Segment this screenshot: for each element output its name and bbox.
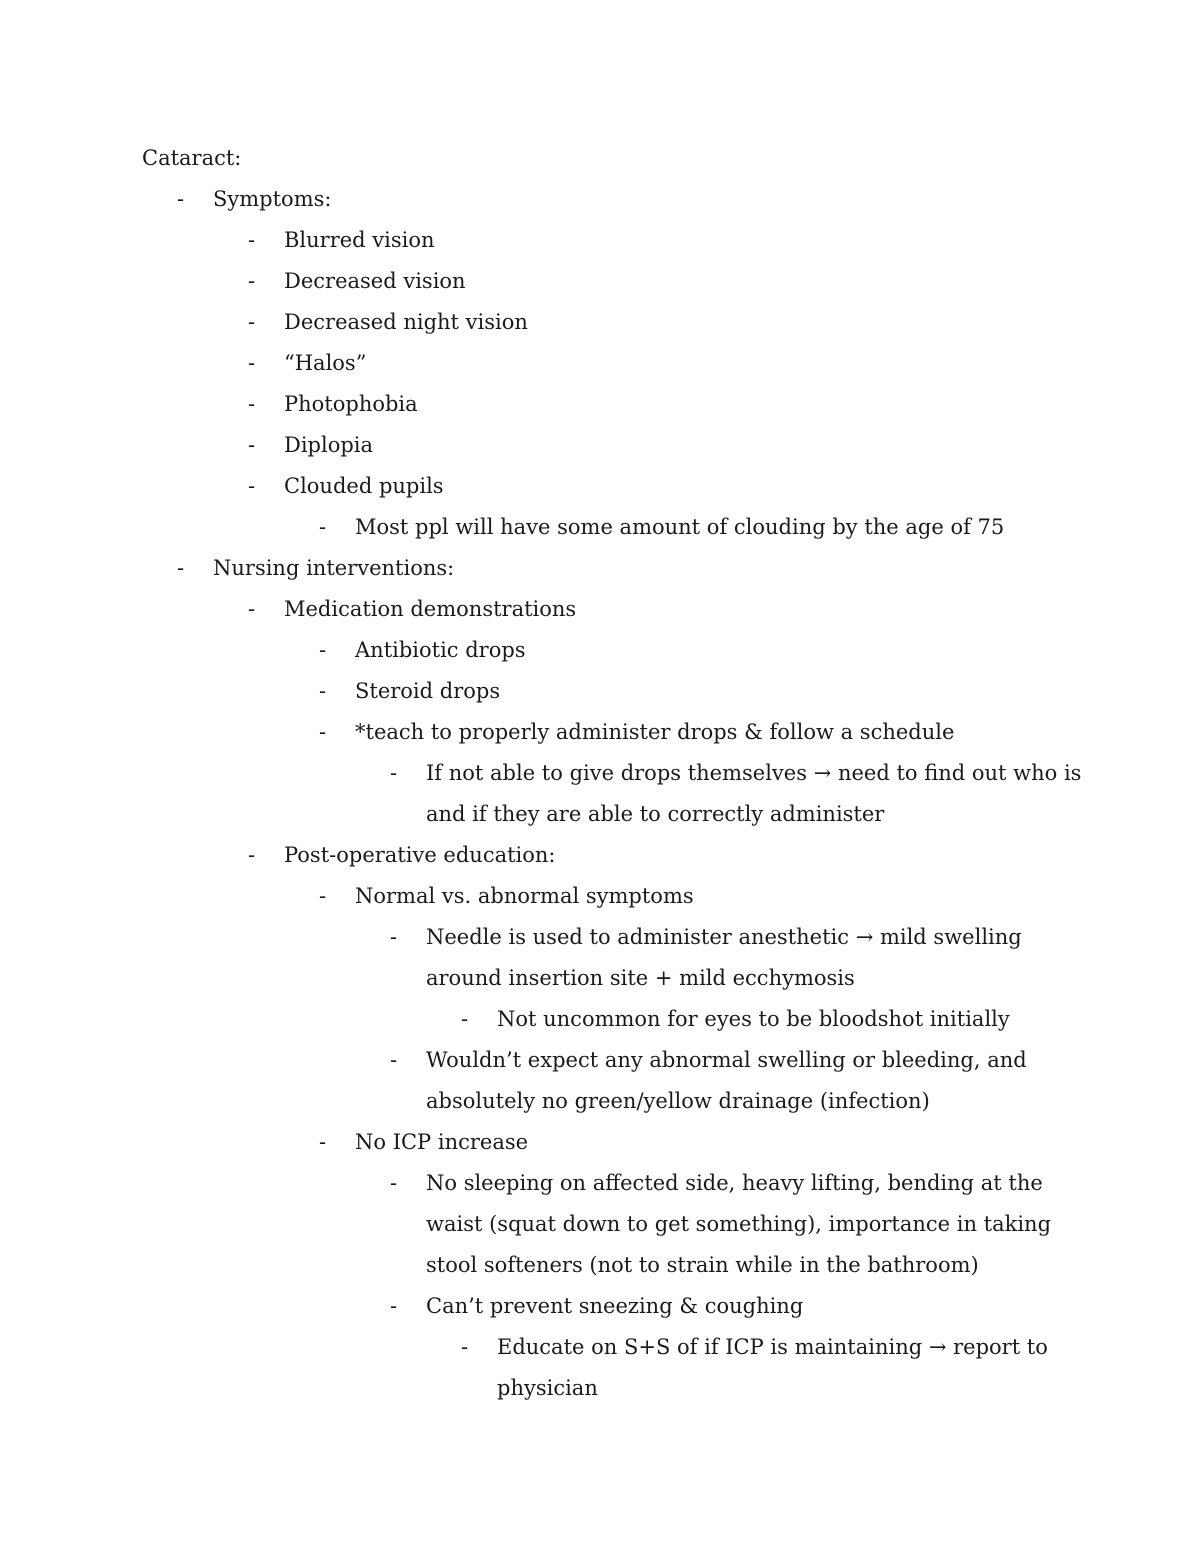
list-bullet-dash: - [177, 187, 185, 211]
list-bullet-dash: - [390, 925, 398, 949]
list-item-text: Symptoms: [213, 187, 332, 211]
list-item-text: Clouded pupils [284, 474, 444, 498]
list-item-text: Most ppl will have some amount of clouding by the age of 75 [355, 515, 1005, 539]
list-item-text: Decreased night vision [284, 310, 528, 334]
list-item-text: Antibiotic drops [355, 638, 526, 662]
list-item-text: No sleeping on affected side, heavy lifting, bending at the [426, 1171, 1043, 1195]
list-item-text: Wouldn’t expect any abnormal swelling or bleeding, and [426, 1048, 1027, 1072]
list-bullet-dash: - [248, 228, 256, 252]
list-bullet-dash: - [319, 1130, 327, 1154]
list-bullet-dash: - [248, 351, 256, 375]
list-bullet-dash: - [319, 884, 327, 908]
list-bullet-dash: - [248, 843, 256, 867]
list-bullet-dash: - [390, 1048, 398, 1072]
list-bullet-dash: - [248, 474, 256, 498]
list-bullet-dash: - [390, 1171, 398, 1195]
list-item-text: Nursing interventions: [213, 556, 455, 580]
document-title: Cataract: [142, 146, 242, 170]
list-item-text: Educate on S+S of if ICP is maintaining → report to [497, 1335, 1048, 1359]
list-bullet-dash: - [248, 310, 256, 334]
list-item-text: Post-operative education: [284, 843, 556, 867]
list-bullet-dash: - [461, 1335, 469, 1359]
list-bullet-dash: - [177, 556, 185, 580]
list-item-text: physician [497, 1376, 598, 1400]
list-bullet-dash: - [319, 638, 327, 662]
list-bullet-dash: - [248, 269, 256, 293]
list-item-text: and if they are able to correctly administer [426, 802, 885, 826]
list-bullet-dash: - [319, 679, 327, 703]
list-bullet-dash: - [248, 392, 256, 416]
list-bullet-dash: - [248, 433, 256, 457]
list-item-text: *teach to properly administer drops & follow a schedule [355, 720, 955, 744]
list-item-text: Medication demonstrations [284, 597, 577, 621]
list-item-text: around insertion site + mild ecchymosis [426, 966, 855, 990]
list-bullet-dash: - [390, 761, 398, 785]
list-item-text: Can’t prevent sneezing & coughing [426, 1294, 804, 1318]
list-item-text: No ICP increase [355, 1130, 529, 1154]
list-item-text: Decreased vision [284, 269, 466, 293]
list-bullet-dash: - [461, 1007, 469, 1031]
list-item-text: absolutely no green/yellow drainage (infection) [426, 1089, 930, 1113]
list-item-text: Diplopia [284, 433, 374, 457]
list-item-text: Not uncommon for eyes to be bloodshot initially [497, 1007, 1010, 1031]
list-item-text: Normal vs. abnormal symptoms [355, 884, 694, 908]
list-item-text: waist (squat down to get something), importance in taking [426, 1212, 1052, 1236]
list-item-text: Needle is used to administer anesthetic → mild swelling [426, 925, 1022, 949]
list-item-text: Blurred vision [284, 228, 435, 252]
list-bullet-dash: - [319, 720, 327, 744]
list-bullet-dash: - [390, 1294, 398, 1318]
list-bullet-dash: - [248, 597, 256, 621]
list-bullet-dash: - [319, 515, 327, 539]
list-item-text: stool softeners (not to strain while in the bathroom) [426, 1253, 979, 1277]
list-item-text: If not able to give drops themselves → need to find out who is [426, 761, 1082, 785]
list-item-text: Steroid drops [355, 679, 501, 703]
list-item-text: “Halos” [284, 351, 367, 375]
list-item-text: Photophobia [284, 392, 418, 416]
